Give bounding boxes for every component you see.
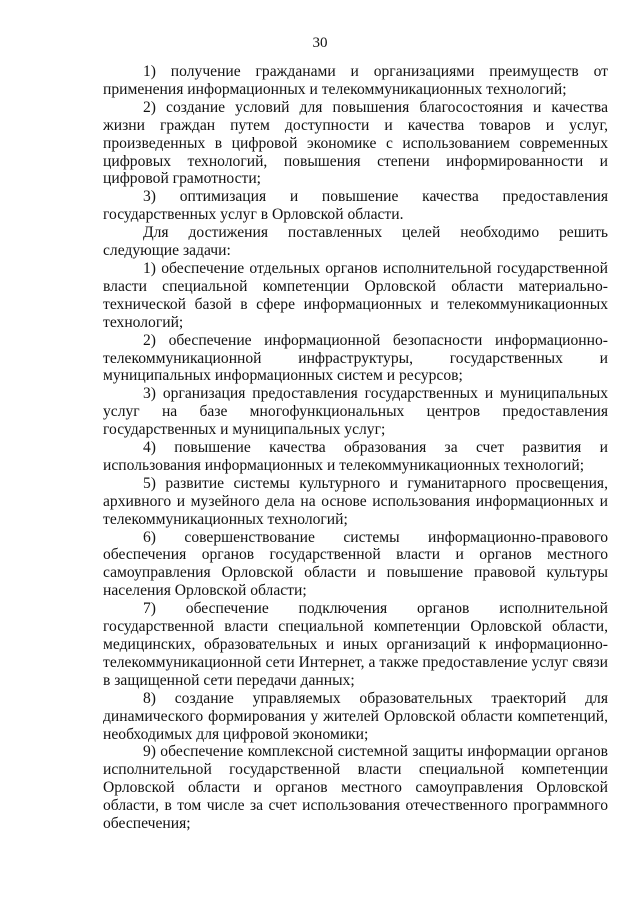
paragraph-task-6: 6) совершенствование системы информационно-правового обеспечения органов государственной власти и органов местного самоуправления Орловской области и повышение правовой культуры населения Орловской области;: [103, 528, 608, 600]
paragraph-task-3: 3) организация предоставления государственных и муниципальных услуг на базе многофункциональных центров предоставления государственных и муниципальных услуг;: [103, 385, 608, 439]
paragraph-task-2: 2) обеспечение информационной безопасности информационно-телекоммуникационной инфраструктуры, государственных и муниципальных информационных систем и ресурсов;: [103, 331, 608, 385]
paragraph-goal-1: 1) получение гражданами и организациями преимуществ от применения информационных и телекоммуникационных технологий;: [103, 63, 608, 98]
page-number: 30: [312, 35, 328, 51]
paragraph-task-1: 1) обеспечение отдельных органов исполнительной государственной власти специальной компетенции Орловской области материально-технической базой в сфере информационных и телекоммуникационных технологий;: [103, 259, 608, 331]
paragraph-task-8: 8) создание управляемых образовательных траекторий для динамического формирования у жителей Орловской области компетенций, необходимых для цифровой экономики;: [103, 689, 608, 743]
paragraph-goal-3: 3) оптимизация и повышение качества предоставления государственных услуг в Орловской области.: [103, 188, 608, 224]
paragraph-task-4: 4) повышение качества образования за счет развития и использования информационных и телекоммуникационных технологий;: [103, 439, 608, 474]
paragraph-goal-2: 2) создание условий для повышения благосостояния и качества жизни граждан путем доступности и качества товаров и услуг, произведенных в цифровой экономике с использованием современных цифровых технологий, повышения степени информированности и цифровой грамотности;: [103, 98, 608, 188]
paragraph-task-9: 9) обеспечение комплексной системной защиты информации органов исполнительной государственной власти специальной компетенции Орловской области и органов местного самоуправления Орловской области, в том числе за счет использования отечественного программного обеспечения;: [103, 743, 608, 833]
paragraph-task-7: 7) обеспечение подключения органов исполнительной государственной власти специальной компетенции Орловской области, медицинских, образовательных и иных организаций к информационно-телекоммуникационной сети Интернет, а также предоставление услуг связи в защищенной сети передачи данных;: [103, 600, 608, 689]
paragraph-tasks-intro: Для достижения поставленных целей необходимо решить следующие задачи:: [103, 224, 608, 260]
paragraph-task-5: 5) развитие системы культурного и гуманитарного просвещения, архивного и музейного дела на основе использования информационных и телекоммуникационных технологий;: [103, 474, 608, 528]
document-body: [103, 63, 608, 833]
